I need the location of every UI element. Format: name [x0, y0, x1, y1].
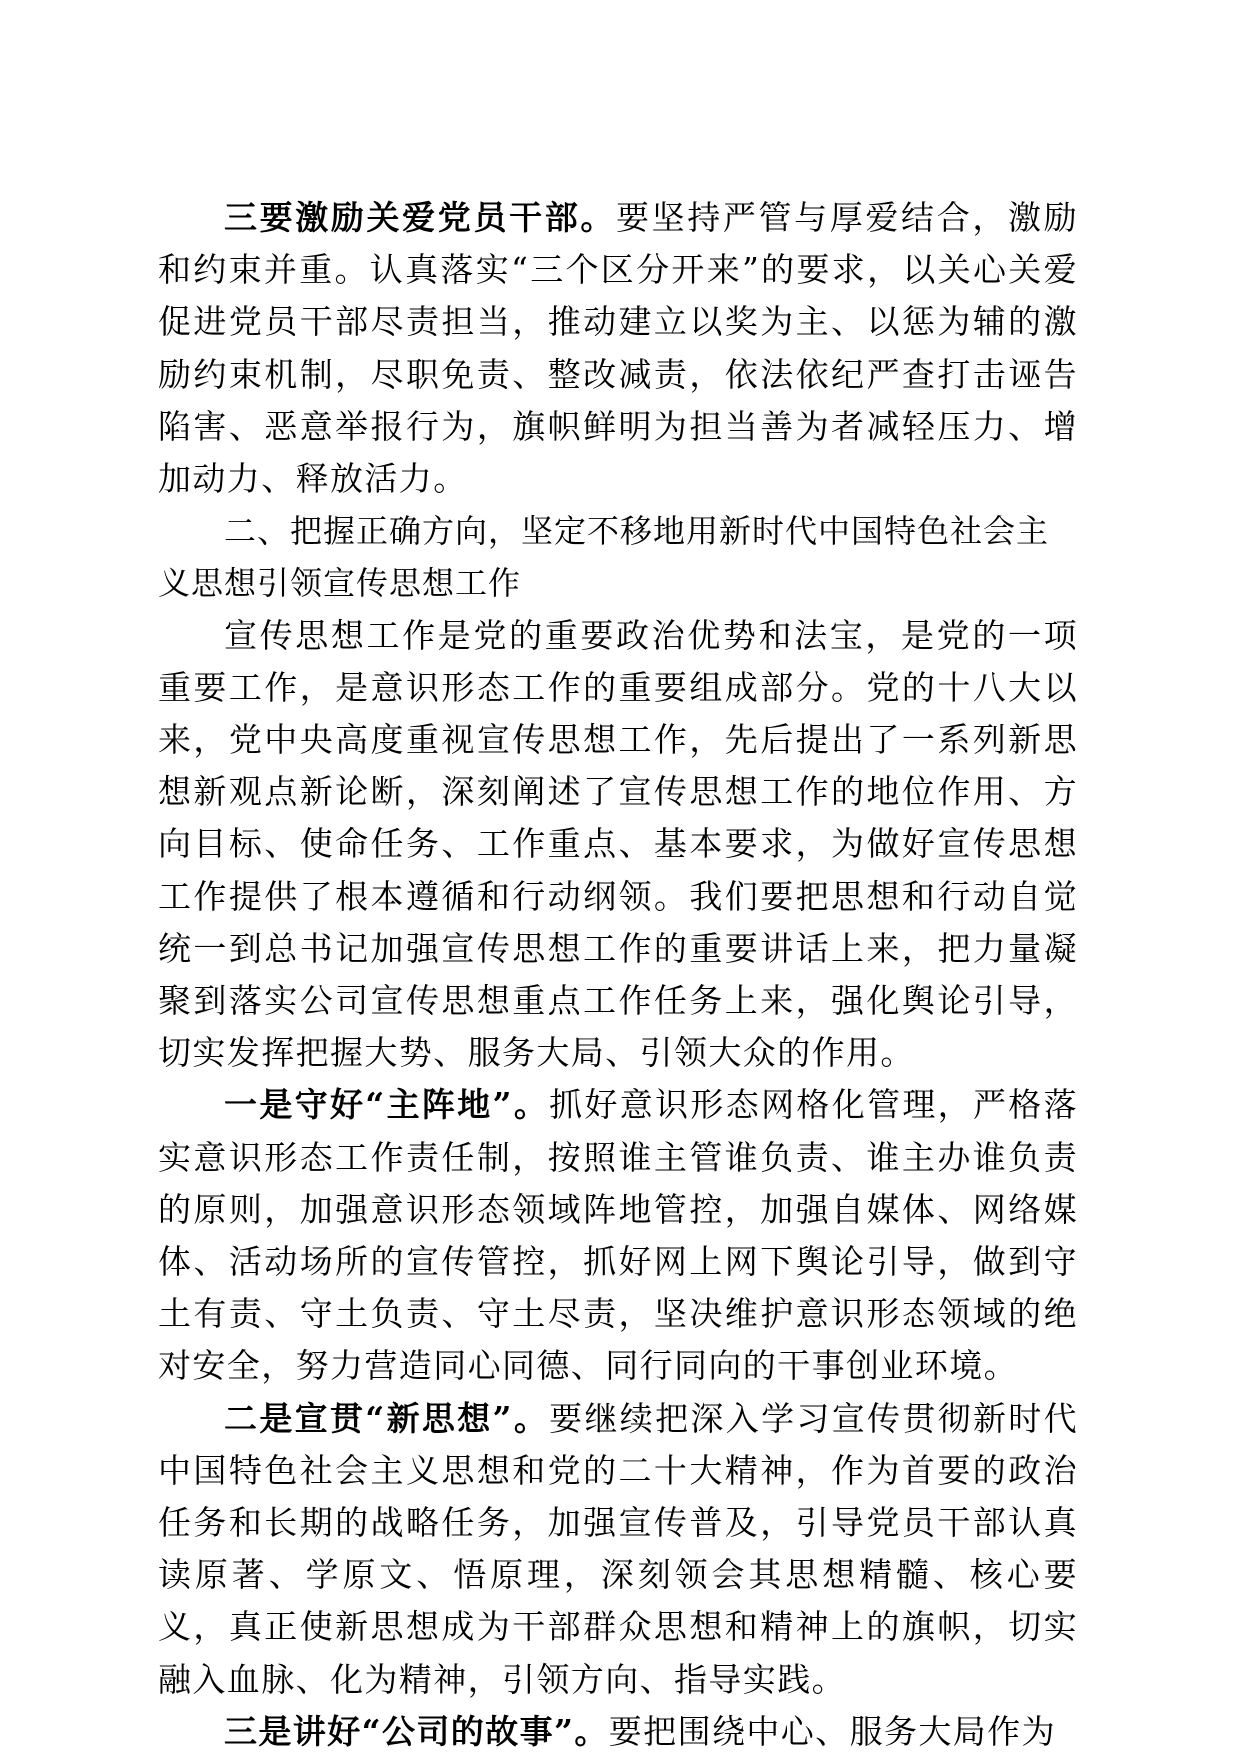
paragraph-lead: 三是讲好“公司的故事”。 [224, 1711, 609, 1751]
paragraph-incentive-care [158, 192, 1078, 505]
paragraph-lead: 三要激励关爱党员干部。 [224, 198, 616, 237]
paragraph-body: 抓好意识形态网格化管理，严格落实意识形态工作责任制，按照谁主管谁负责、谁主办谁负责的原则，加强意识形态领域阵地管控，加强自媒体、网络媒体、活动场所的宣传管控，抓好网上网下舆论引导，做到守土有责、守土负责、守土尽责，坚决维护意识形态领域的绝对安全，努力营造同心同德、同行同向的干事创业环境。 [158, 1085, 1079, 1386]
paragraph-lead: 二是宣贯“新思想”。 [224, 1398, 550, 1438]
paragraph-main-position [158, 1079, 1078, 1392]
paragraph-body: 要把围绕中心、服务大局作为 [608, 1711, 1056, 1751]
paragraph-company-story [158, 1706, 1078, 1758]
paragraph-lead: 一是守好“主阵地”。 [224, 1085, 550, 1125]
section-heading: 二、把握正确方向，坚定不移地用新时代中国特色社会主义思想引领宣传思想工作 [158, 512, 1050, 603]
document-page [158, 192, 1078, 1758]
paragraph-propaganda-intro [158, 610, 1078, 1080]
paragraph-body: 要继续把深入学习宣传贯彻新时代中国特色社会主义思想和党的二十大精神，作为首要的政治任务和长期的战略任务，加强宣传普及，引导党员干部认真读原著、学原文、悟原理，深刻领会其思想精髓、核心要义，真正使新思想成为干部群众思想和精神上的旗帜，切实融入血脉、化为精神，引领方向、指导实践。 [158, 1398, 1079, 1699]
paragraph-new-thought [158, 1393, 1078, 1706]
paragraph-body: 要坚持严管与厚爱结合，激励和约束并重。认真落实“三个区分开来”的要求，以关心关爱促进党员干部尽责担当，推动建立以奖为主、以惩为辅的激励约束机制，尽职免责、整改减责，依法依纪严查打击诬告陷害、恶意举报行为，旗帜鲜明为担当善为者减轻压力、增加动力、释放活力。 [158, 198, 1078, 499]
paragraph-body: 宣传思想工作是党的重要政治优势和法宝，是党的一项重要工作，是意识形态工作的重要组成部分。党的十八大以来，党中央高度重视宣传思想工作，先后提出了一系列新思想新观点新论断，深刻阐述了宣传思想工作的地位作用、方向目标、使命任务、工作重点、基本要求，为做好宣传思想工作提供了根本遵循和行动纲领。我们要把思想和行动自觉统一到总书记加强宣传思想工作的重要讲话上来，把力量凝聚到落实公司宣传思想重点工作任务上来，强化舆论引导，切实发挥把握大势、服务大局、引领大众的作用。 [158, 615, 1078, 1073]
